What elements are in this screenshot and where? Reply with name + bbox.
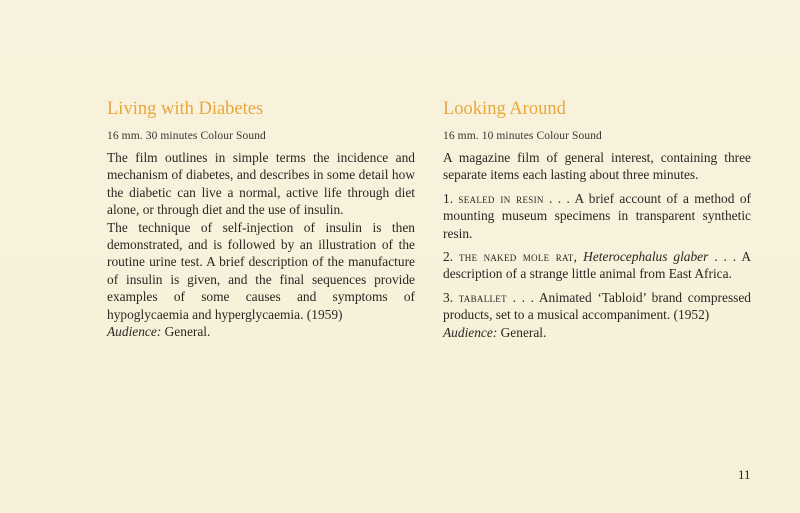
item-dots: . . . bbox=[549, 190, 570, 206]
film-title: Living with Diabetes bbox=[107, 99, 264, 119]
film-item-1 bbox=[443, 190, 751, 242]
film-audience bbox=[443, 324, 751, 341]
film-entry-looking-around bbox=[443, 98, 751, 341]
film-meta: 16 mm. 30 minutes Colour Sound bbox=[107, 130, 266, 142]
film-item-2 bbox=[443, 248, 751, 283]
item-dots: . . . bbox=[714, 249, 737, 265]
item-text: A brief account of a method of mounting museum specimens in transparent synthetic resin. bbox=[443, 190, 751, 241]
film-audience bbox=[107, 323, 415, 340]
film-item-3 bbox=[443, 289, 751, 324]
item-heading: sealed in resin bbox=[458, 190, 544, 206]
film-entry-living-with-diabetes bbox=[107, 98, 415, 340]
film-description-paragraph-2: The technique of self-injection of insulin is then demonstrated, and is followed by an illustration of the routine urine test. A brief description of the manufacture of insulin is given, and the final sequences provide examples of some causes and symptoms of hypoglycaemia and hyperglycaemia. (1959) bbox=[107, 219, 415, 322]
audience-label: Audience: bbox=[443, 324, 498, 340]
item-text: Animated ‘Tabloid’ brand compressed products, set to a musical accompaniment. (1952) bbox=[443, 289, 752, 323]
audience-value: General. bbox=[500, 324, 547, 340]
item-dots: . . . bbox=[512, 289, 534, 305]
film-intro: A magazine film of general interest, containing three separate items each lasting about three minutes. bbox=[443, 150, 751, 183]
item-number: 1. bbox=[443, 190, 454, 206]
audience-label: Audience: bbox=[107, 324, 162, 340]
item-number: 3. bbox=[443, 289, 454, 305]
item-heading: the naked mole rat, bbox=[458, 249, 578, 265]
item-text: A description of a strange little animal from East Africa. bbox=[443, 249, 751, 282]
item-heading: taballet bbox=[458, 289, 507, 305]
page-number: 11 bbox=[738, 467, 751, 482]
film-description-paragraph-1: The film outlines in simple terms the incidence and mechanism of diabetes, and describes in some detail how the diabetic can live a normal, active life through diet alone, or through diet and the use of insulin. bbox=[107, 150, 415, 218]
film-title: Looking Around bbox=[443, 99, 566, 119]
audience-value: General. bbox=[164, 324, 211, 340]
item-latin-name: Heterocephalus glaber bbox=[583, 249, 709, 265]
item-number: 2. bbox=[443, 249, 454, 265]
film-meta: 16 mm. 10 minutes Colour Sound bbox=[443, 130, 602, 142]
